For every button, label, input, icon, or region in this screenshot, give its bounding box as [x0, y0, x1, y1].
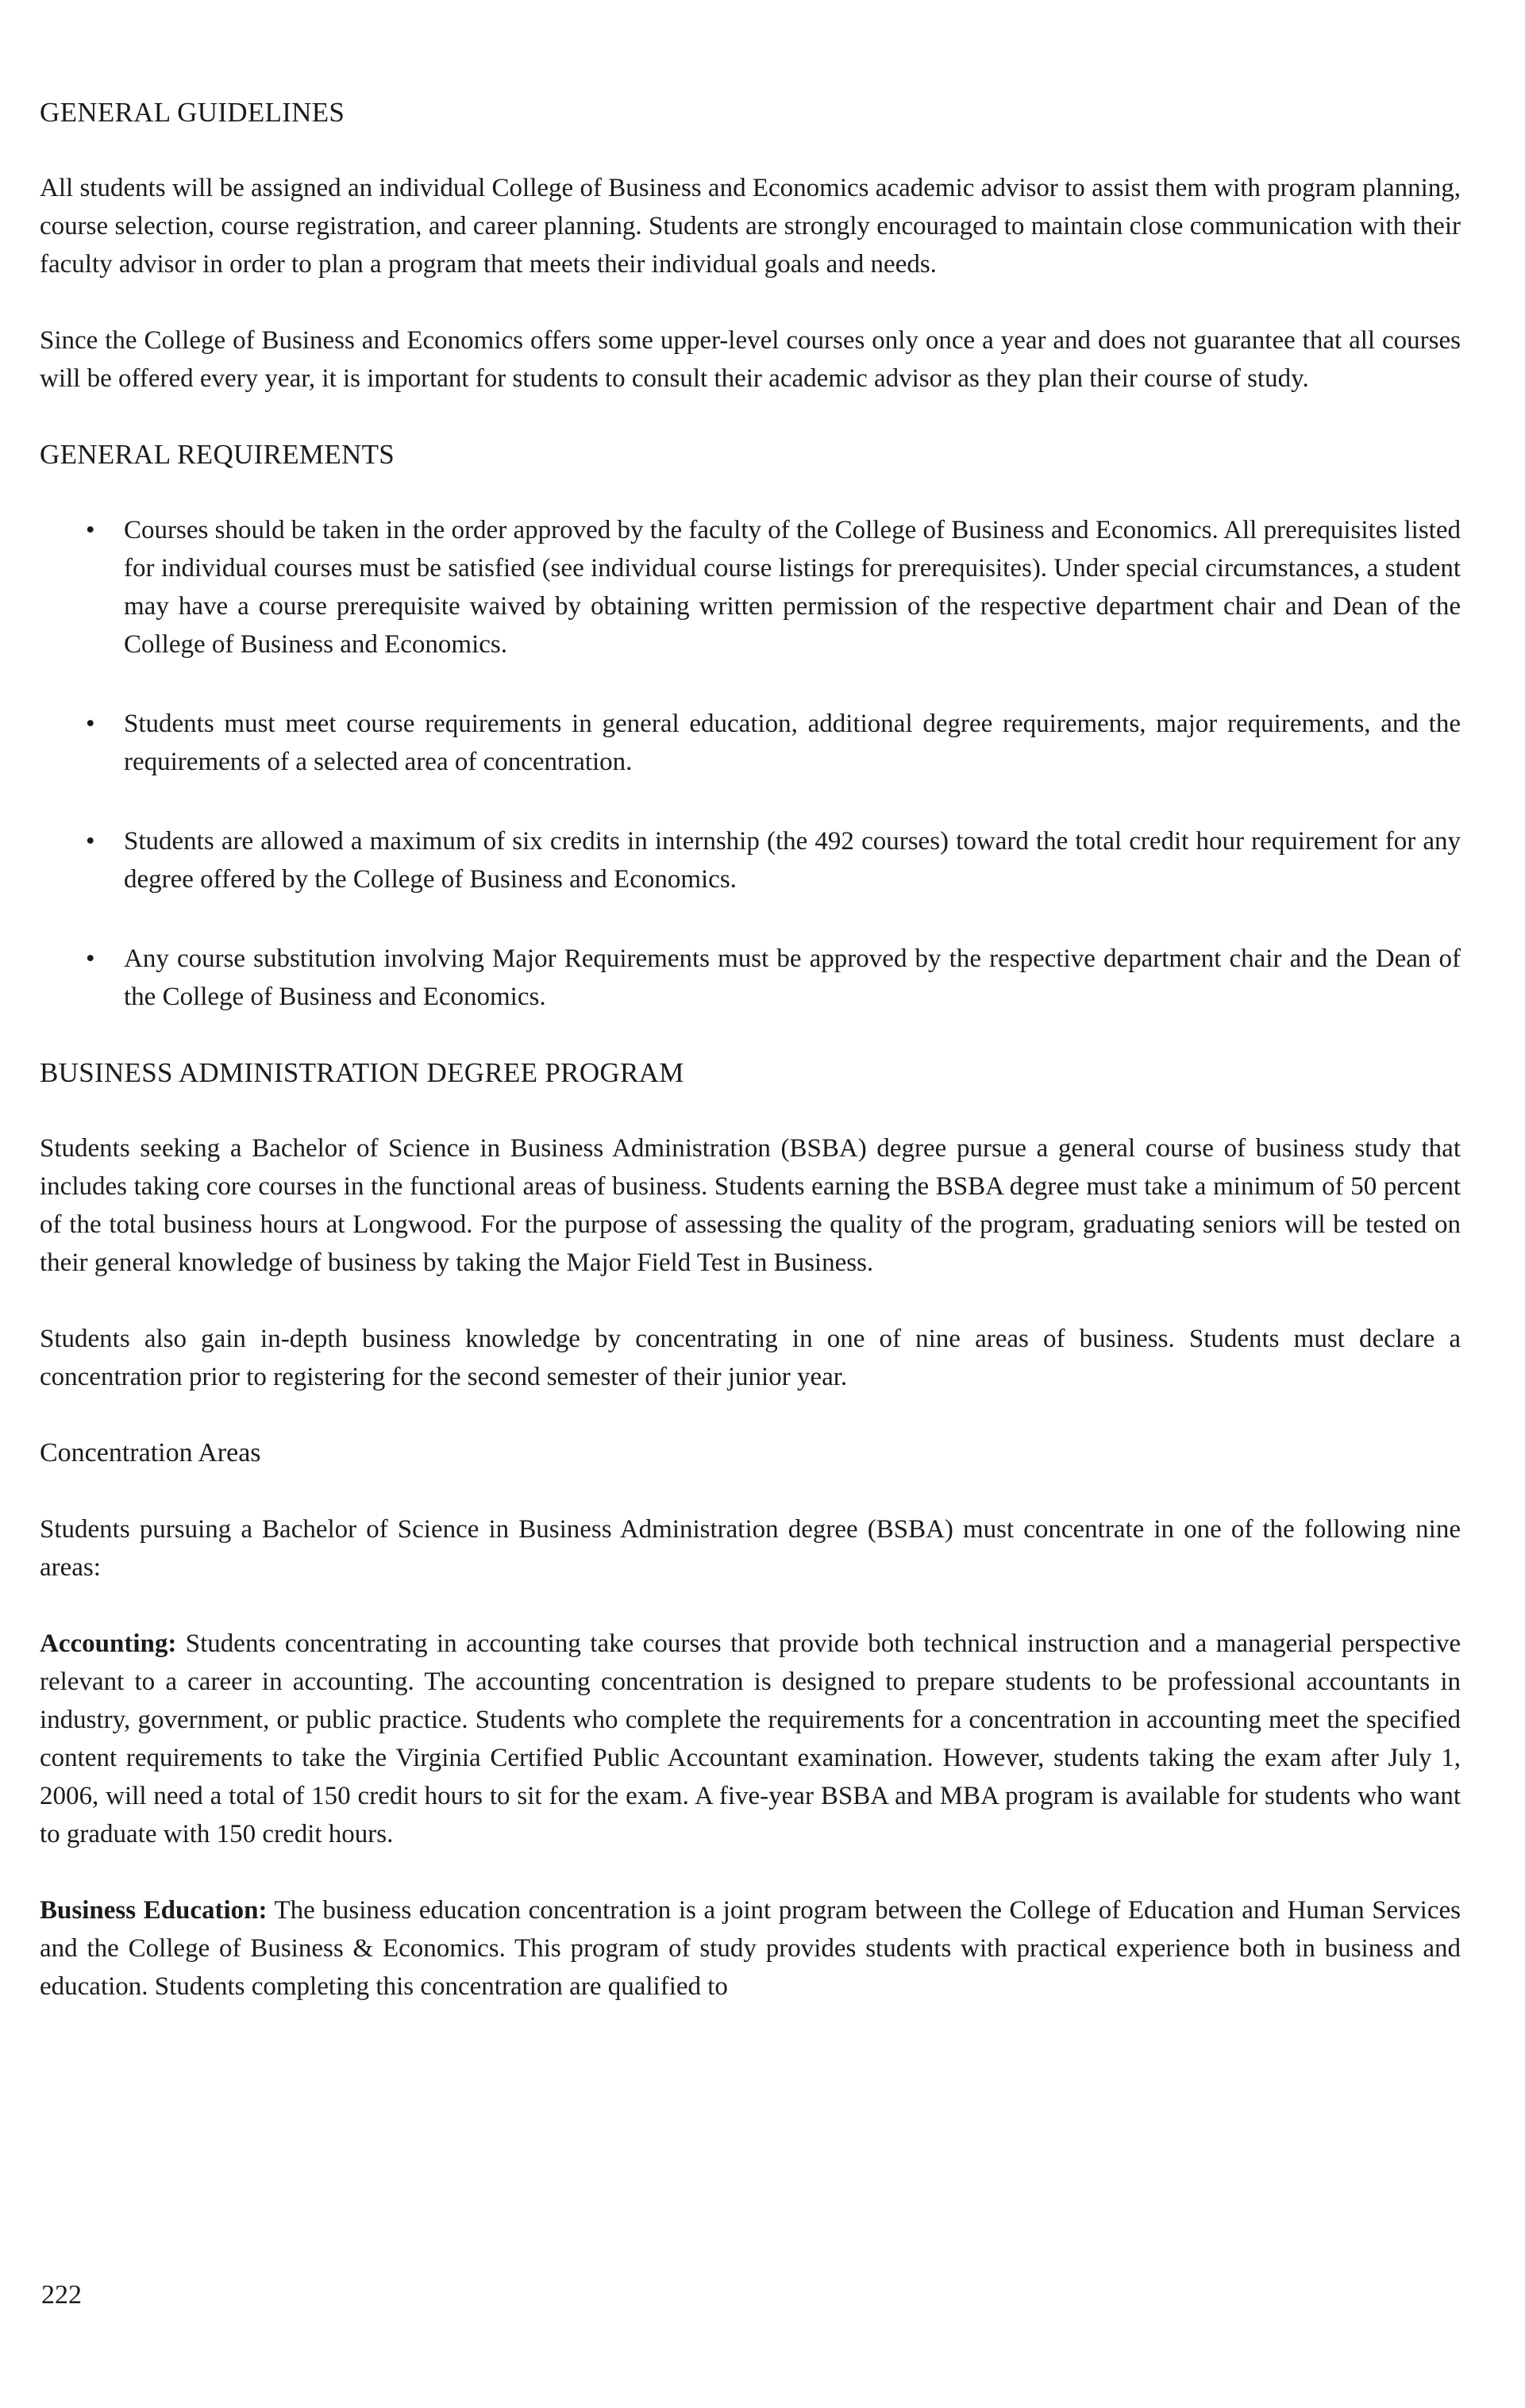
concentration-term: Business Education: [40, 1896, 268, 1925]
general-requirements-heading: GENERAL REQUIREMENTS [40, 439, 395, 470]
concentration-intro: Students pursuing a Bachelor of Science in Business Administration degree (BSBA) must concentrate in one of the following nine areas: [40, 1515, 1461, 1582]
concentration-business-education [40, 1891, 1461, 2006]
requirement-text: Students are allowed a maximum of six credits in internship (the 492 courses) toward the total credit hour requirement for any degree offered by the College of Business and Economics. [124, 827, 1461, 894]
general-guidelines-heading: GENERAL GUIDELINES [40, 97, 345, 128]
page-number: 222 [41, 2280, 82, 2310]
bullet-icon: • [86, 944, 95, 973]
guidelines-paragraph-scheduling: Since the College of Business and Economics offers some upper-level courses only once a year and does not guarantee that all courses will be offered every year, it is important for students to consult their academic advisor as they plan their course of study. [40, 326, 1461, 393]
bullet-icon: • [86, 516, 95, 544]
bullet-icon: • [86, 827, 95, 856]
bsba-paragraph-overview: Students seeking a Bachelor of Science in Business Administration (BSBA) degree pursue a general course of business study that includes taking core courses in the functional areas of business. Students earning the BSBA degree must take a minimum of 50 percent of the total business hours at Longwood. For the purpose of assessing the quality of the program, graduating seniors will be tested on their general knowledge of business by taking the Major Field Test in Business. [40, 1134, 1461, 1277]
concentration-description: Students concentrating in accounting take courses that provide both technical instruction and a managerial perspective relevant to a career in accounting. The accounting concentration is designed to prepare students to be professional accountants in industry, government, or public practice. Students who complete the requirements for a concentration in accounting meet the specified content requirements to take the Virginia Certified Public Accountant examination. However, students taking the exam after July 1, 2006, will need a total of 150 credit hours to sit for the exam. A five-year BSBA and MBA program is available for students who want to graduate with 150 credit hours. [40, 1629, 1461, 1848]
requirements-list-item [40, 940, 1461, 1016]
requirements-list [40, 511, 1461, 1016]
bullet-icon: • [86, 710, 95, 738]
requirement-text: Courses should be taken in the order approved by the faculty of the College of Business and Economics. All prerequisites listed for individual courses must be satisfied (see individual course listings for prerequisites). Under special circumstances, a student may have a course prerequisite waived by obtaining written permission of the respective department chair and Dean of the College of Business and Economics. [124, 516, 1461, 659]
requirement-text: Any course substitution involving Major Requirements must be approved by the respective department chair and the Dean of the College of Business and Economics. [124, 944, 1461, 1011]
requirement-text: Students must meet course requirements in general education, additional degree requirements, major requirements, and the requirements of a selected area of concentration. [124, 710, 1461, 776]
concentration-accounting [40, 1625, 1461, 1853]
concentration-description: The business education concentration is a joint program between the College of Education and Human Services and the College of Business & Economics. This program of study provides students with practical experience both in business and education. Students completing this concentration are qualified to [40, 1896, 1461, 2001]
bsba-program-heading: BUSINESS ADMINISTRATION DEGREE PROGRAM [40, 1057, 684, 1088]
requirements-list-item [40, 822, 1461, 898]
concentration-areas-subheading: Concentration Areas [40, 1438, 261, 1467]
concentration-term: Accounting: [40, 1629, 177, 1658]
page-content [40, 94, 1461, 2006]
guidelines-paragraph-advisor: All students will be assigned an individual College of Business and Economics academic advisor to assist them with program planning, course selection, course registration, and career planning. Students are strongly encouraged to maintain close communication with their faculty advisor in order to plan a program that meets their individual goals and needs. [40, 174, 1461, 279]
requirements-list-item [40, 705, 1461, 781]
bsba-paragraph-concentration: Students also gain in-depth business knowledge by concentrating in one of nine areas of business. Students must declare a concentration prior to registering for the second semester of their junior year. [40, 1325, 1461, 1391]
requirements-list-item [40, 511, 1461, 664]
